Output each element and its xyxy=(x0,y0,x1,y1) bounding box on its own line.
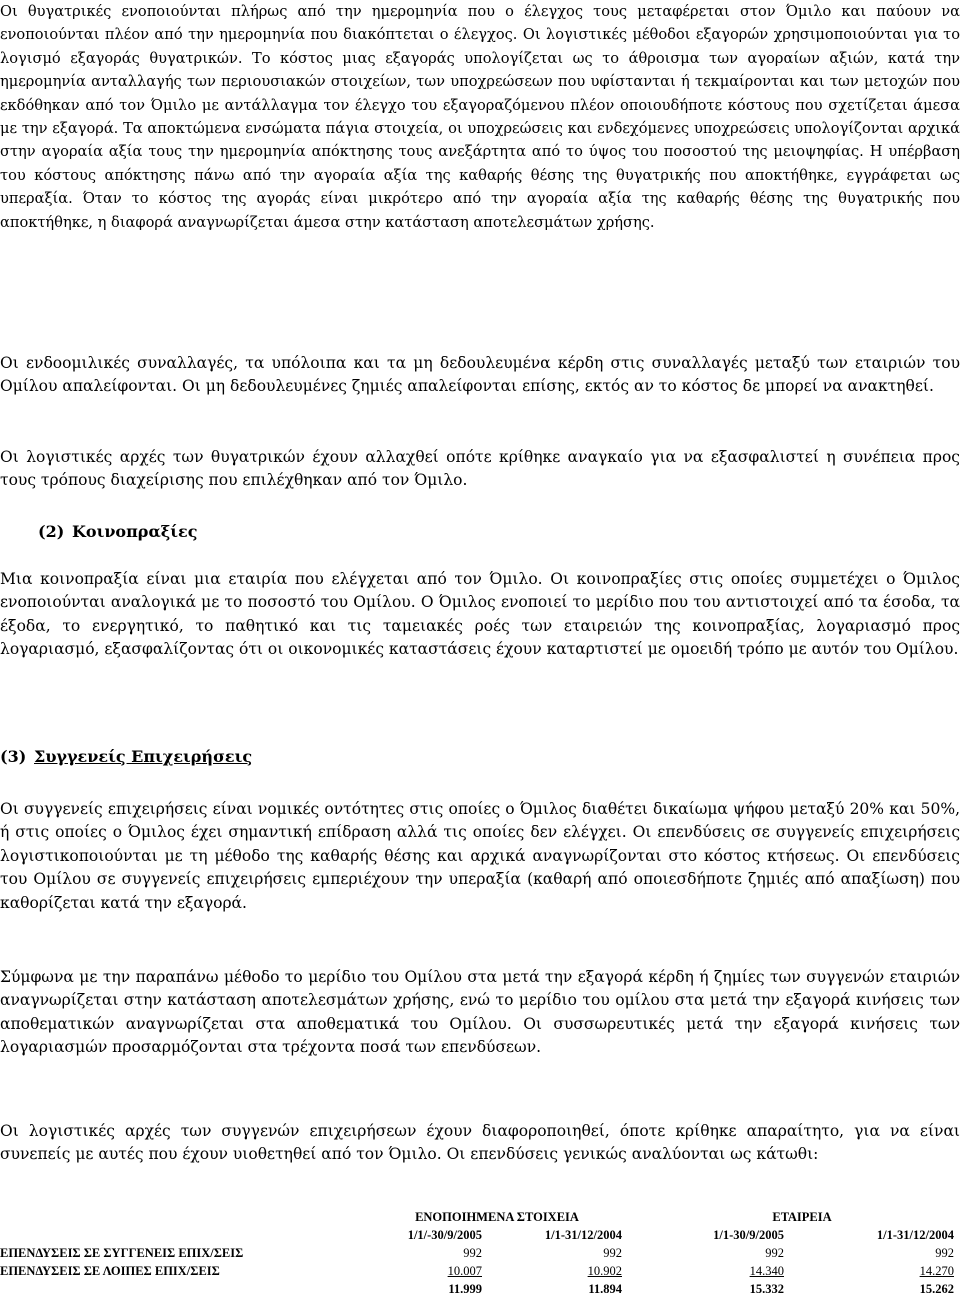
row-value: 992 xyxy=(603,1246,622,1260)
heading-title: Συγγενείς Επιχειρήσεις xyxy=(34,747,253,766)
paragraph-associates-share: Σύμφωνα με την παραπάνω μέθοδο το μερίδιο του Ομίλου στα μετά την εξαγορά κέρδη ή ζημίες των συγγενών εταιριών αναγνωρίζεται στην κατάσταση αποτελεσμάτων χρήσης, ενώ το μερίδιο του ομίλου στα μετά την εξαγορά κινήσεις των αποθεματικών αναγνωρίζεται στα αποθεματικά του Ομίλου. Οι συσσωρευτικές μετά την εξαγορά κινήσεις των λογαριασμών προσαρμόζονται στα τρέχοντα ποσά των επενδύσεων. xyxy=(0,968,960,1057)
paragraph-intragroup-transactions: Οι ενδοομιλικές συναλλαγές, τα υπόλοιπα και τα μη δεδουλευμένα κέρδη στις συναλλαγές μεταξύ των εταιριών του Ομίλου απαλείφονται. Οι μη δεδουλευμένες ζημιές απαλείφονται επίσης, εκτός αν το κόστος δε μπορεί να ανακτηθεί. xyxy=(0,354,960,396)
table-group-header-row xyxy=(0,1208,960,1226)
row-value: 10.007 xyxy=(447,1264,482,1278)
table-row xyxy=(0,1244,960,1262)
table-period-header-row xyxy=(0,1226,960,1244)
period-header: 1/1/-30/9/2005 xyxy=(407,1228,482,1242)
paragraph-subsidiaries-consolidation: Οι θυγατρικές ενοποιούνται πλήρως από την ημερομηνία που ο έλεγχος τους μεταφέρεται στον Όμιλο και παύουν να ενοποιούνται πλέον από την ημερομηνία που διακόπτεται ο έλεγχος. Οι λογιστικές μέθοδοι εξαγορών χρησιμοποιούνται για το λογισμό εξαγοράς θυγατρικών. Το κόστος μιας εξαγοράς υπολογίζεται ως το άθροισμα των αγοραίων αξιών, κατά την ημερομηνία ανταλλαγής των περιουσιακών στοιχείων, των υποχρεώσεων που υφίστανται ή τεκμαίρονται και των μετοχών που εκδόθηκαν από τον Όμιλο με αντάλλαγμα τον έλεγχο του εξαγοραζόμενου πλέον οποιουδήποτε κόστους που σχετίζεται άμεσα με την εξαγορά. Τα αποκτώμενα ενσώματα πάγια στοιχεία, οι υποχρεώσεις και ενδεχόμενες υποχρεώσεις υπολογίζονται αρχικά στην αγοραία αξία τους την ημερομηνία απόκτησης τους ανεξάρτητα από το ύψος του ποσοστού της μειοψηφίας. Η υπέρβαση του κόστους απόκτησης πάνω από την αγοραία αξία της καθαρής θέσης της θυγατρικής που αποκτήθηκε, εγγράφεται ως υπεραξία. Όταν το κόστος της αγοράς είναι μικρότερο από την αγοραία αξία της καθαρής θέσης της θυγατρικής που αποκτήθηκε, η διαφορά αναγνωρίζεται άμεσα στην κατάσταση αποτελεσμάτων χρήσης. xyxy=(0,3,960,231)
group-header-consolidated: ΕΝΟΠΟΙΗΜΕΝΑ ΣΤΟΙΧΕΙΑ xyxy=(415,1210,579,1224)
total-value: 11.894 xyxy=(588,1282,622,1296)
investments-table xyxy=(0,1208,960,1298)
heading-title: Κοινοπραξίες xyxy=(72,522,198,541)
row-value: 14.340 xyxy=(749,1264,784,1278)
table-row xyxy=(0,1262,960,1280)
row-label: ΕΠΕΝΔΥΣΕΙΣ ΣΕ ΛΟΙΠΕΣ ΕΠΙΧ/ΣΕΙΣ xyxy=(0,1264,220,1278)
heading-associates xyxy=(0,745,252,769)
row-value: 992 xyxy=(463,1246,482,1260)
heading-number: (2) xyxy=(38,522,65,541)
total-value: 15.262 xyxy=(919,1282,954,1296)
heading-number: (3) xyxy=(0,747,27,766)
period-header: 1/1-30/9/2005 xyxy=(713,1228,784,1242)
total-value: 15.332 xyxy=(749,1282,784,1296)
row-value: 10.902 xyxy=(587,1264,622,1278)
period-header: 1/1-31/12/2004 xyxy=(544,1228,622,1242)
total-value: 11.999 xyxy=(448,1282,482,1296)
table-total-row xyxy=(0,1280,960,1298)
row-label: ΕΠΕΝΔΥΣΕΙΣ ΣΕ ΣΥΓΓΕΝΕΙΣ ΕΠΙΧ/ΣΕΙΣ xyxy=(0,1246,244,1260)
row-value: 14.270 xyxy=(919,1264,954,1278)
period-header: 1/1-31/12/2004 xyxy=(876,1228,954,1242)
paragraph-joint-ventures: Μια κοινοπραξία είναι μια εταιρία που ελέγχεται από τον Όμιλο. Οι κοινοπραξίες στις οποίες συμμετέχει ο Όμιλος ενοποιούνται αναλογικά με το ποσοστό του Ομίλου. Ο Όμιλος ενοποιεί το μερίδιο που του αντιστοιχεί από τα έσοδα, τα έξοδα, το ενεργητικό, το παθητικό και τις ταμειακές ροές των εταιρειών της κοινοπραξίας, λογαριασμό προς λογαριασμό, εξασφαλίζοντας ότι οι οικονομικές καταστάσεις έχουν καταρτιστεί με ομοειδή τρόπο με αυτόν του Ομίλου. xyxy=(0,570,960,659)
paragraph-associates-definition: Οι συγγενείς επιχειρήσεις είναι νομικές οντότητες στις οποίες ο Όμιλος διαθέτει δικαίωμα ψήφου μεταξύ 20% και 50%, ή στις οποίες ο Όμιλος έχει σημαντική επίδραση αλλά τις οποίες δεν ελέγχει. Οι επενδύσεις σε συγγενείς επιχειρήσεις λογιστικοποιούνται με τη μέθοδο της καθαρής θέσης και αρχικά αναγνωρίζονται στο κόστος κτήσεως. Οι επενδύσεις του Ομίλου σε συγγενείς επιχειρήσεις εμπεριέχουν την υπεραξία (καθαρή από οποιεσδήποτε ζημιές από απαξίωση) που καθορίζεται κατά την εξαγορά. xyxy=(0,800,960,912)
heading-joint-ventures xyxy=(38,520,197,544)
row-value: 992 xyxy=(935,1246,954,1260)
group-header-company: ΕΤΑΙΡΕΙΑ xyxy=(772,1210,832,1224)
paragraph-subsidiaries-policies: Οι λογιστικές αρχές των θυγατρικών έχουν αλλαχθεί οπότε κρίθηκε αναγκαίο για να εξασφαλιστεί η συνέπεια προς τους τρόπους διαχείρισης που επιλέχθηκαν από τον Όμιλο. xyxy=(0,448,960,490)
paragraph-associates-policies: Οι λογιστικές αρχές των συγγενών επιχειρήσεων έχουν διαφοροποιηθεί, όποτε κρίθηκε απαραίτητο, για να είναι συνεπείς με αυτές που έχουν υιοθετηθεί από τον Όμιλο. Οι επενδύσεις γενικώς αναλύονται ως κάτωθι: xyxy=(0,1122,960,1164)
row-value: 992 xyxy=(765,1246,784,1260)
